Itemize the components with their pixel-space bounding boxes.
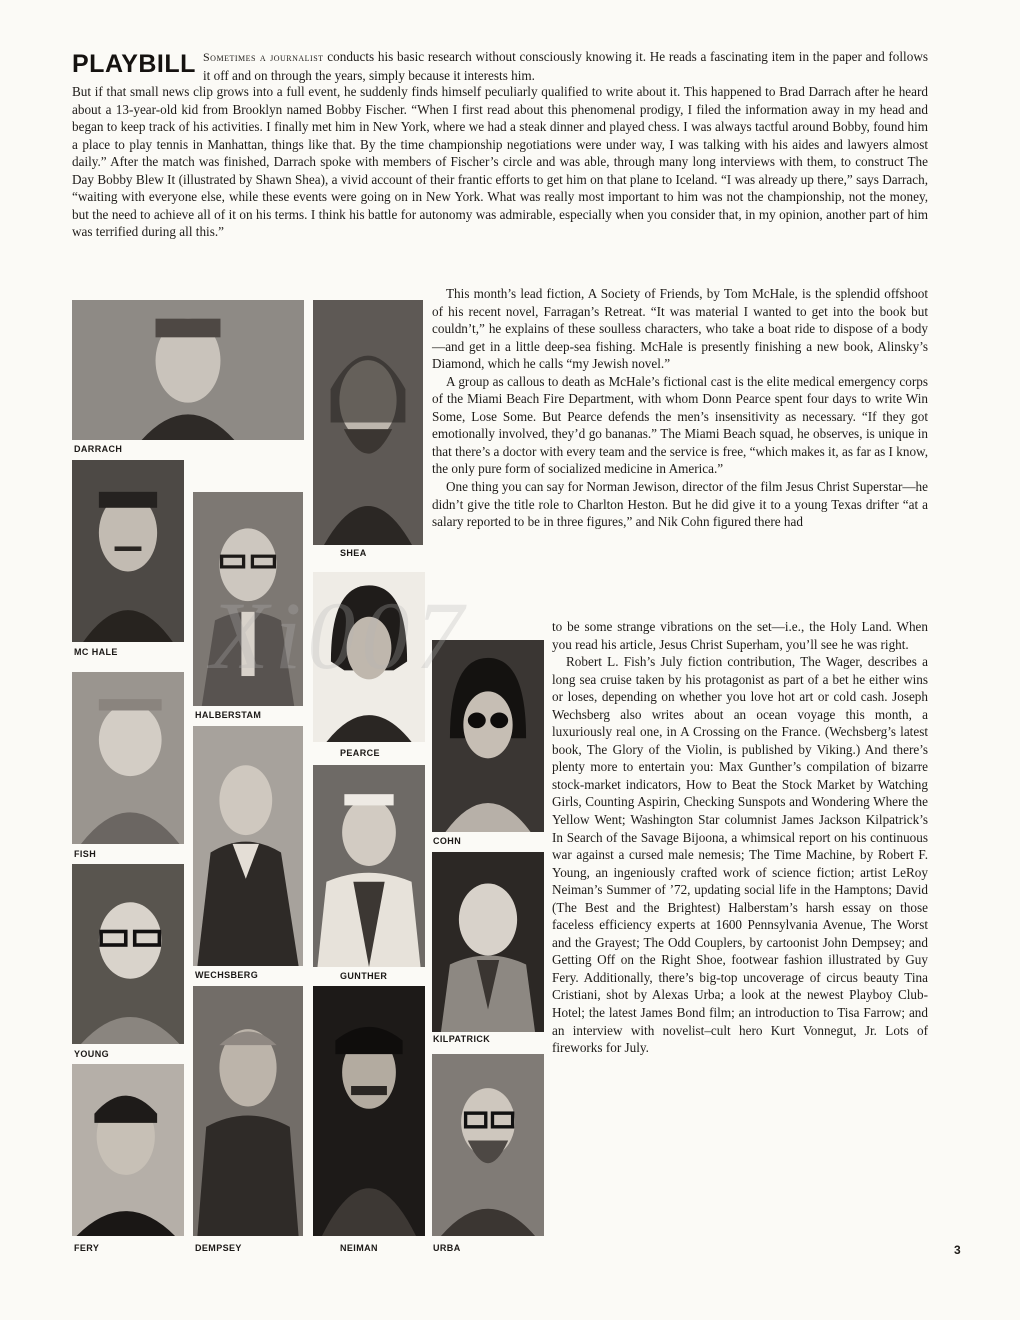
paragraph-mchale: This month’s lead fiction, A Society of Friends, by Tom McHale, is the splendid offshoot of his recent novel, Farragan’s Retreat. “It was material I wanted to get into the book but couldn’t,” he explains of these soulless characters, who take a boat ride to dispose of a body—and get in a little deep-sea fishing. McHale is presently finishing a new book, Alinsky’s Diamond, which he calls “my Jewish novel.”: [432, 286, 928, 372]
photo-halberstam: [193, 492, 303, 706]
paragraph-pearce: A group as callous to death as McHale’s fictional cast is the elite medical emergency corps of the Miami Beach Fire Department, with whom Donn Pearce spent four days to write Win Some, Lose Some. But Pearce defends the men’s insensitivity as necessary. “If they got emotionally involved, they’d go bananas.” The Miami Beach squad, he observes, is unique in that there’s a doctor with every team and the service is free, “which makes it, as far as I know, the only pure form of socialized medicine in America.”: [432, 373, 928, 477]
photo-darrach: [72, 300, 304, 440]
caption-mchale: MC HALE: [74, 647, 118, 657]
caption-kilpatrick: KILPATRICK: [433, 1034, 491, 1044]
caption-shea: SHEA: [340, 548, 367, 558]
caption-halberstam: HALBERSTAM: [195, 710, 262, 720]
intro-lead-caps: Sometimes a journalist: [203, 50, 324, 64]
caption-fish: FISH: [74, 849, 97, 859]
photo-mchale: [72, 460, 184, 642]
intro-paragraph: But if that small news clip grows into a full event, he suddenly finds himself peculiarly qualified to write about it. This happened to Brad Darrach after he heard about a 13-year-old kid from Brooklyn named Bobby Fischer. “When I first read about this phenomenal prodigy, I filed the information away in my head and began to keep track of his activities. I finally met him in New York, where we had a steak dinner and played chess. I was always tactful around Bobby, found him a place to play tennis in Manhattan, things like that. By the time championship negotiations were under way, I was talking with his aides and lawyers almost daily.” After the match was finished, Darrach spoke with members of Fischer’s circle and was able, through many long interviews with them, to construct The Day Bobby Blew It (illustrated by Shawn Shea), a vivid account of their frantic efforts to get him on that plane to Iceland. “I was already up there,” says Darrach, “waiting with everyone else, while these events were going on in New York. What was really most important to him was not the championship, not the money, but the need to achieve all of it on his terms. I think his battle for autonomy was admirable, especially when you consider that, in my opinion, another part of him was terrified during all this.”: [72, 84, 928, 240]
photo-shea: [313, 300, 423, 545]
caption-gunther: GUNTHER: [340, 971, 388, 981]
photo-young: [72, 864, 184, 1044]
watermark: Xi007: [210, 582, 470, 689]
photo-gunther: [313, 765, 425, 967]
intro-lead-paragraph: [203, 48, 928, 84]
caption-urba: URBA: [433, 1243, 461, 1253]
photo-fish: [72, 672, 184, 844]
caption-young: YOUNG: [74, 1049, 110, 1059]
text-column-upper: [432, 285, 928, 531]
photo-fery: [72, 1064, 184, 1236]
caption-neiman: NEIMAN: [340, 1243, 378, 1253]
photo-urba: [432, 1054, 544, 1236]
photo-dempsey: [193, 986, 303, 1236]
paragraph-contents: Robert L. Fish’s July fiction contribution, The Wager, describes a long sea cruise taken by his protagonist as part of a bet he either wins or loses, depending on whether you love hot art or cold cash. Joseph Wechsberg also writes about an ocean voyage this month, a luxuriously real one, in A Crossing on the France. (Wechsberg’s latest book, The Glory of the Violin, is published by Viking.) And there’s plenty more to entertain you: Max Gunther’s compilation of bizarre stock-market indicators, How to Beat the Stock Market by Watching Girls, Counting Aspirin, Checking Sunspots and Wondering Where the Yellow Went; Washington Star columnist James Jackson Kilpatrick’s In Search of the Savage Bijoona, a whimsical report on his continuous war against a cursed male nemesis; The Time Machine, by Robert F. Young, an ingeniously crafted work of science fiction; artist LeRoy Neiman’s Summer of ’72, updating social life in the Hamptons; David (The Best and the Brightest) Halberstam’s harsh essay on those faceless efficiency experts at 1600 Pennsylvania Avenue, The Worst and the Grayest; The Odd Couplers, by cartoonist John Dempsey; and Getting Off on the Right Shoe, footwear fashion illustrated by Guy Fery. Additionally, there’s big-top uncoverage of circus beauty Tina Cristiani, shot by Alexas Urba; a look at the newest Playboy Club-Hotel; the latest James Bond film; an introduction to Tisa Farrow; and an interview with novelist–cult hero Kurt Vonnegut, Jr. Lots of fireworks for July.: [552, 654, 928, 1056]
caption-fery: FERY: [74, 1243, 100, 1253]
caption-pearce: PEARCE: [340, 748, 380, 758]
page-number: 3: [954, 1243, 961, 1257]
intro-lead-text: conducts his basic research without consciously knowing it. He reads a fascinating item in the paper and follows it off and on through the years, simply because it interests him.: [203, 49, 928, 83]
masthead-title: PLAYBILL: [72, 50, 196, 78]
paragraph-cohn-end: to be some strange vibrations on the set—i.e., the Holy Land. When you read his article, Jesus Christ Superham, you’ll see he was right.: [552, 619, 928, 652]
paragraph-cohn-start: One thing you can say for Norman Jewison, director of the film Jesus Christ Superstar—he didn’t give the title role to Charlton Heston. But he did give it to a young Texas drifter “at a salary reported to be in three figures,” and Nik Cohn figured there had: [432, 479, 928, 530]
photo-pearce: [313, 572, 425, 742]
photo-neiman: [313, 986, 425, 1236]
caption-dempsey: DEMPSEY: [195, 1243, 242, 1253]
photo-kilpatrick: [432, 852, 544, 1032]
text-column-lower: [552, 618, 928, 1057]
photo-wechsberg: [193, 726, 303, 966]
caption-cohn: COHN: [433, 836, 462, 846]
caption-darrach: DARRACH: [74, 444, 123, 454]
caption-wechsberg: WECHSBERG: [195, 970, 259, 980]
photo-cohn: [432, 640, 544, 832]
